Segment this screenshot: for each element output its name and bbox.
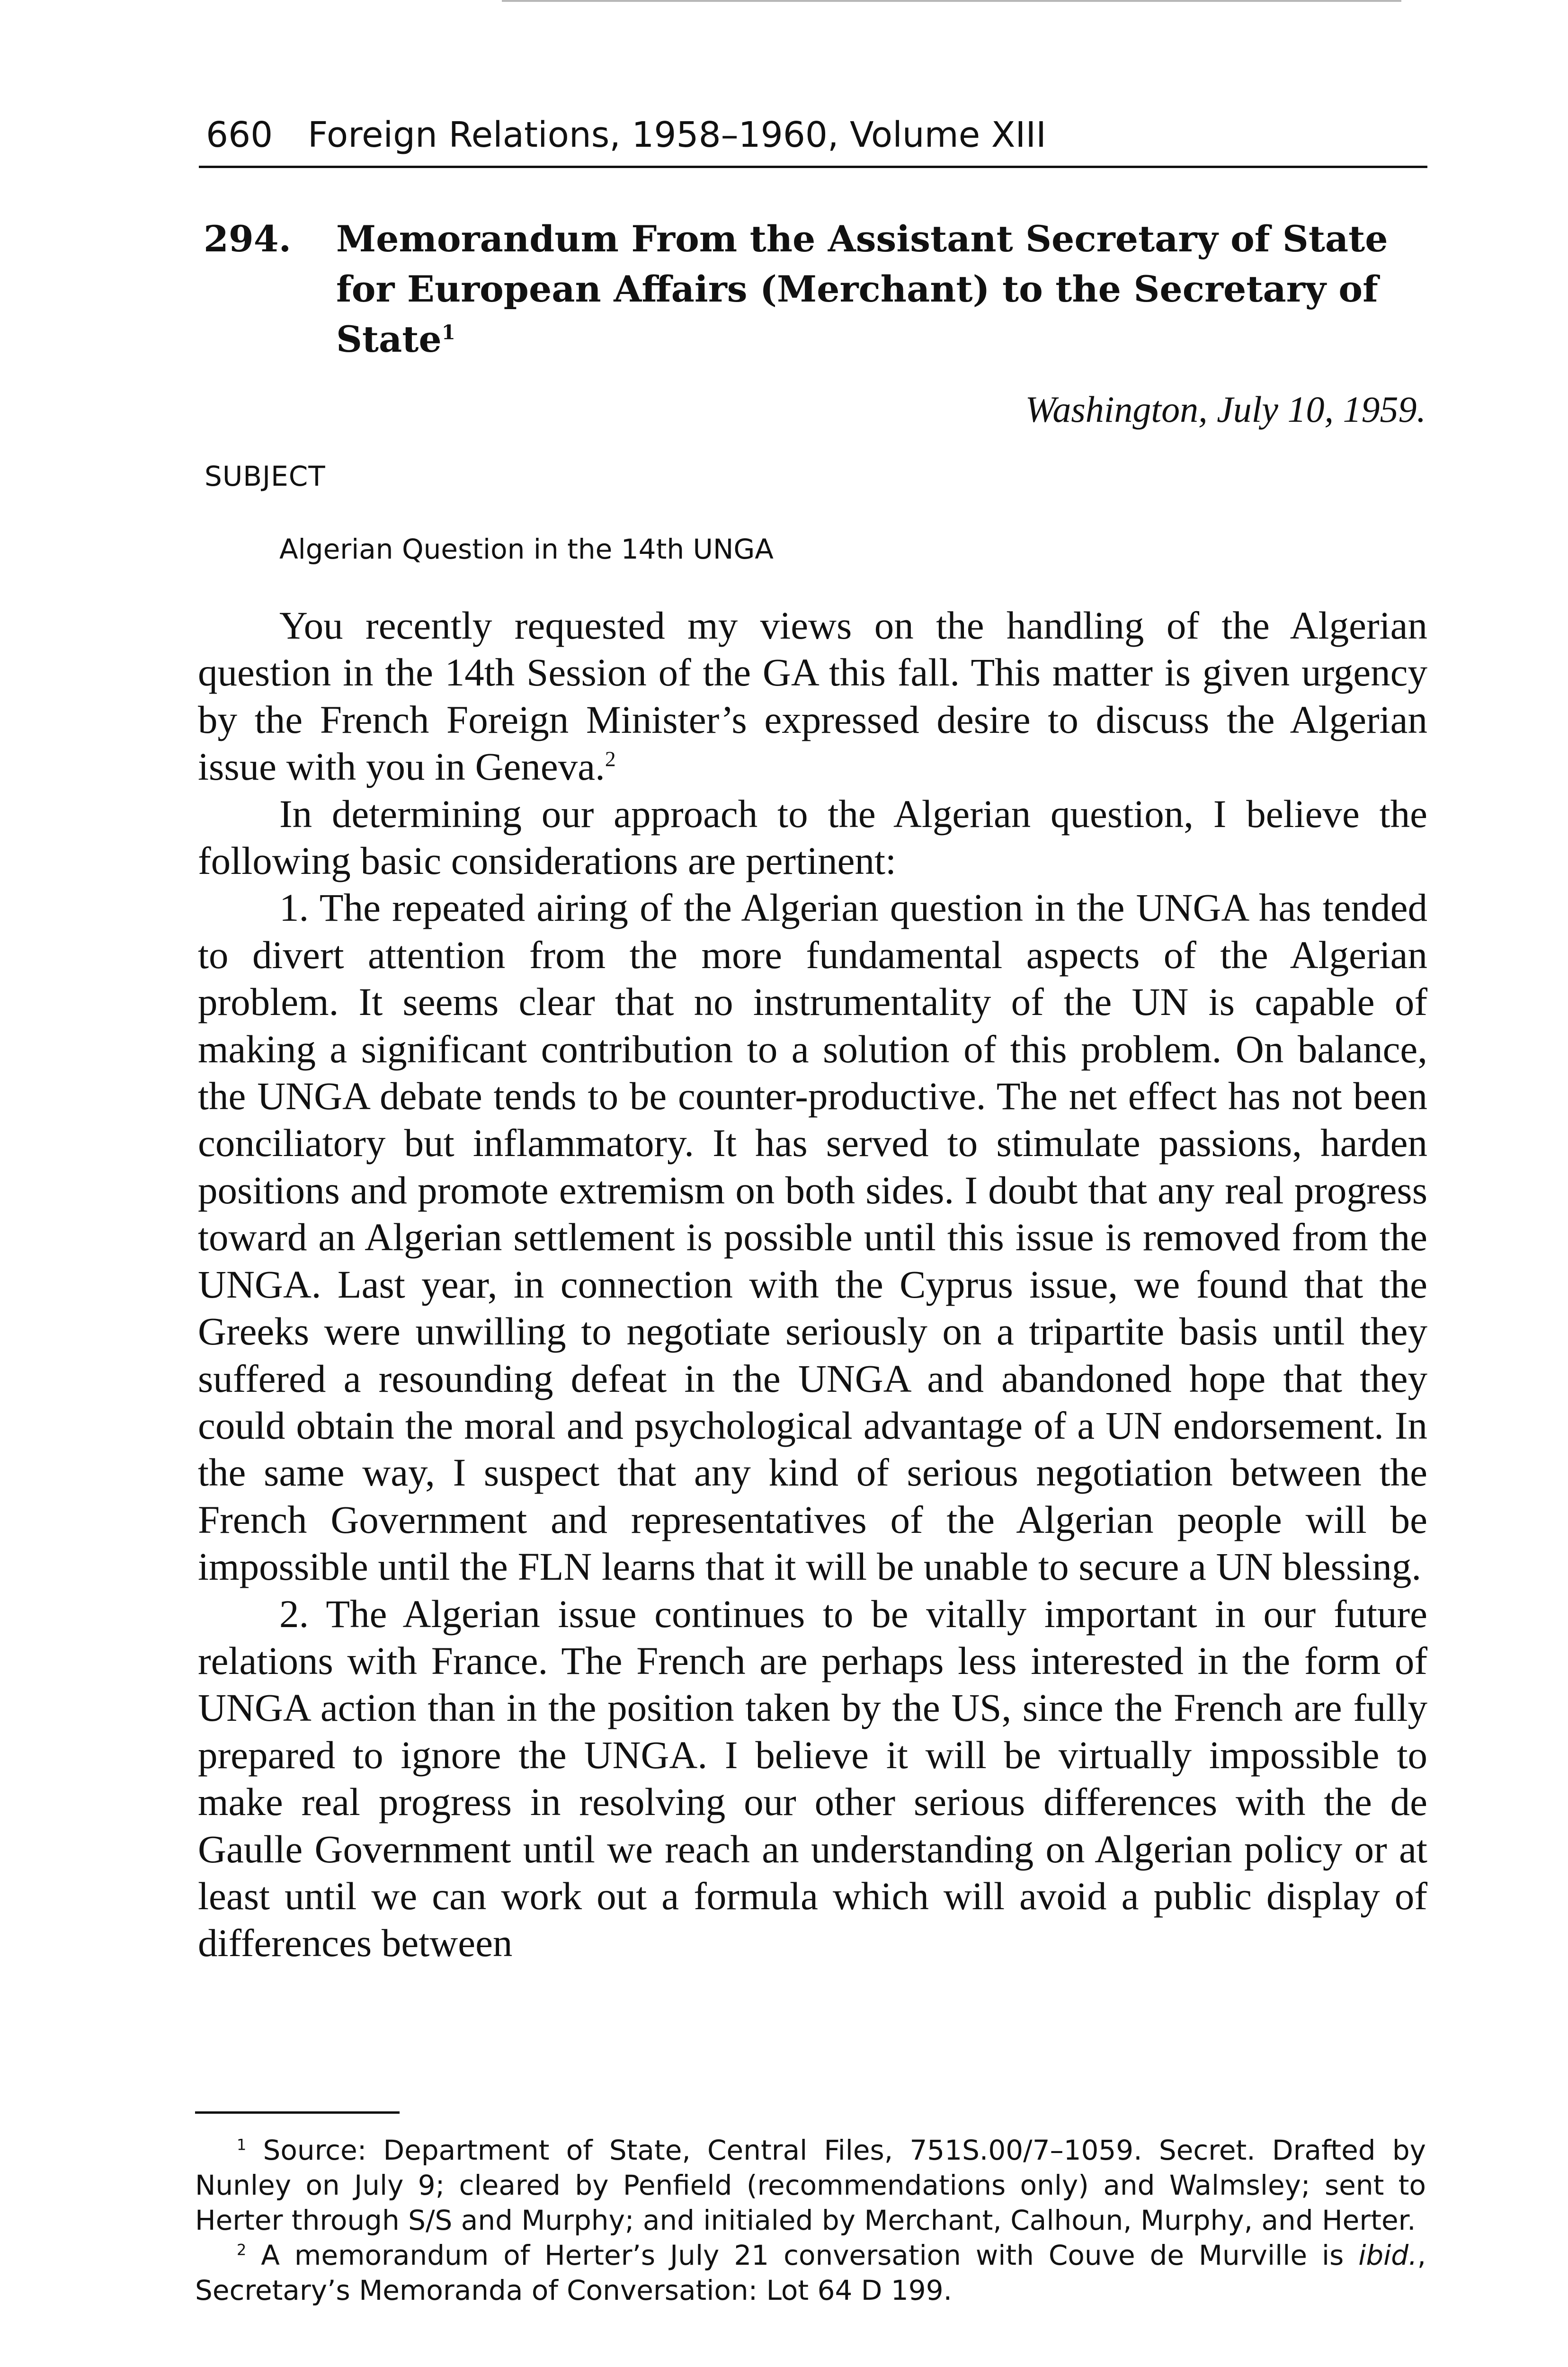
- dateline: Washington, July 10, 1959.: [1025, 389, 1426, 430]
- footnote-2-text: A memorandum of Herter’s July 21 conversation with Couve de Murville is: [261, 2239, 1344, 2271]
- paragraph-point-1: 1. The repeated airing of the Algerian question in the UNGA has tended to divert attention from the more fundamental aspects of the Algerian problem. It seems clear that no instrumentality of the UN is capable of making a significant contribution to a solution of this problem. On balance, the UNGA debate tends to be counter-productive. The net effect has not been conciliatory but inflammatory. It has served to stimulate passions, harden positions and promote extremism on both sides. I doubt that any real progress toward an Algerian settlement is possible until this issue is removed from the UNGA. Last year, in connection with the Cyprus issue, we found that the Greeks were unwilling to negotiate seriously on a tripartite basis until they suffered a resounding defeat in the UNGA and abandoned hope that they could obtain the moral and psychological advantage of a UN endorsement. In the same way, I suspect that any kind of serious negotiation between the French Government and representatives of the Algerian people will be impossible until the FLN learns that it will be unable to secure a UN blessing.: [198, 886, 1427, 1589]
- scan-edge-line: [502, 0, 1401, 2]
- footnote-2-mark: 2: [237, 2241, 247, 2259]
- paragraph-point-2: 2. The Algerian issue continues to be vitally important in our future relations with France. The French are perhaps less interested in the form of UNGA action than in the position taken by the US, since the French are fully prepared to ignore the UNGA. I believe it will be virtually impossible to make real progress in resolving our other serious differences with the de Gaulle Government until we reach an understanding on Algerian policy or at least until we can work out a formula which will avoid a public display of differences between: [198, 1592, 1427, 1965]
- subject-label: SUBJECT: [205, 460, 326, 492]
- footnote-2-ibid: ibid.: [1358, 2239, 1417, 2271]
- document-title-text: Memorandum From the Assistant Secretary of State for European Affairs (Merchant) to the Secretary of State: [336, 218, 1388, 360]
- paragraph-considerations: In determining our approach to the Algerian question, I believe the following basic considerations are pertinent:: [198, 792, 1427, 883]
- footnote-1-mark: 1: [237, 2136, 247, 2154]
- memo-body: [198, 602, 1427, 1967]
- document-number: 294.: [204, 218, 292, 260]
- subject-text: Algerian Question in the 14th UNGA: [279, 533, 774, 565]
- footnote-ref-1: 1: [441, 320, 455, 344]
- footnote-2: [195, 2238, 1426, 2308]
- footnote-1: [195, 2133, 1426, 2238]
- document-title: [336, 214, 1425, 365]
- paragraph-intro: [198, 602, 1427, 791]
- footnote-ref-2: 2: [605, 747, 616, 771]
- footnotes: [195, 2133, 1426, 2308]
- running-head: [199, 113, 1427, 168]
- book-title: Foreign Relations, 1958–1960, Volume XIII: [308, 115, 1046, 155]
- footnote-1-text: Source: Department of State, Central Files, 751S.00/7–1059. Secret. Drafted by Nunley on July 9; cleared by Penfield (recommendations only) and Walmsley; sent to Herter through S/S and Murphy; and initialed by Merchant, Calhoun, Murphy, and Herter.: [195, 2134, 1426, 2236]
- footnote-divider: [195, 2111, 400, 2114]
- footnote-2-text-end: , Secretary’s Memoranda of Conversation: Lot 64 D 199.: [195, 2239, 1426, 2306]
- page-number: 660: [206, 115, 273, 155]
- paragraph-intro-text: You recently requested my views on the handling of the Algerian question in the 14th Session of the GA this fall. This matter is given urgency by the French Foreign Minister’s expressed desire to discuss the Algerian issue with you in Geneva.: [198, 604, 1427, 789]
